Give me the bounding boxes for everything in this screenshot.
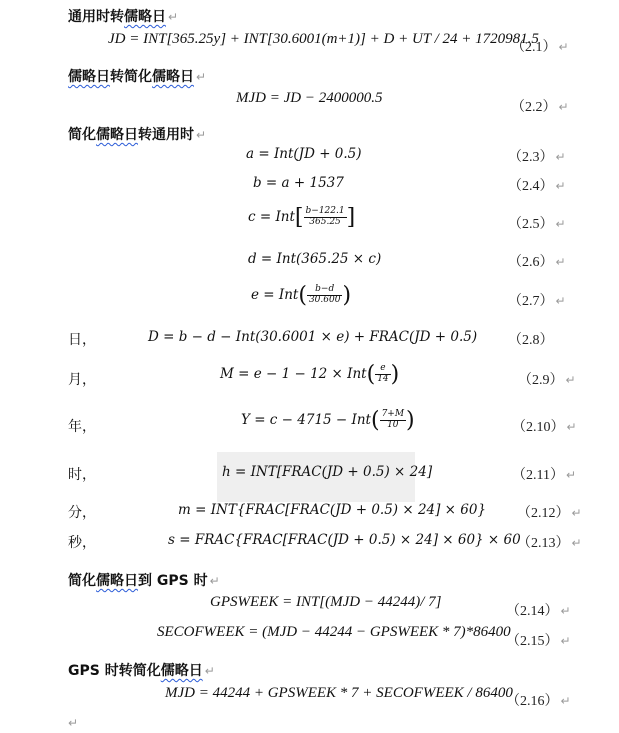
eq-number-2-2: （2.2） ↵ [511,100,569,115]
fraction: $\frac{b-122.1}{365.25}$ [305,206,345,227]
equation-2-4: b = a + 1537 [253,175,344,191]
eq-number-2-12: （2.12） ↵ [517,506,582,521]
paragraph-mark: ↵ [168,10,179,24]
label-minute: 分， [68,505,96,521]
eq-number-2-14: （2.14） ↵ [506,604,571,619]
equation-2-2: MJD = JD − 2400000.5 [236,90,383,106]
heading-mjd-to-gps: 简化儒略日到 GPS 时 ↵ [68,573,220,589]
heading-gps-to-mjd: GPS 时转简化儒略日 ↵ [68,663,215,679]
equation-2-6: d = Int(365.25 × c) [248,251,382,267]
eq-number-2-9: （2.9） ↵ [518,373,576,388]
equation-2-1: JD = INT[365.25y] + INT[30.6001(m+1)] + D + UT / 24 + 1720981.5 [108,31,539,47]
equation-2-10: Y = c − 4715 − Int( $\frac{7+M}{10}$ ) [241,408,415,433]
equation-2-14: GPSWEEK = INT[(MJD − 44244)/ 7] [210,594,442,610]
heading-link-jd: 儒略日 [124,9,166,25]
fraction: $\frac{7+M}{10}$ [381,409,405,430]
eq-number-2-10: （2.10） ↵ [512,420,577,435]
equation-2-12: m = INT{FRAC[FRAC(JD + 0.5) × 24] × 60} [178,502,487,518]
eq-number-2-6: （2.6） ↵ [508,255,566,270]
equation-2-8: D = b − d − Int(30.6001 × e) + FRAC(JD + 0.5) [148,329,478,345]
eq-number-2-3: （2.3） ↵ [508,150,566,165]
heading-mjd-to-utc: 简化儒略日转通用时 ↵ [68,127,207,143]
equation-2-15: SECOFWEEK = (MJD − 44244 − GPSWEEK * 7)*86400 [157,624,511,640]
label-year: 年， [68,419,96,435]
fraction: $\frac{b-d}{30.600}$ [308,284,341,305]
eq-number-2-16: （2.16） ↵ [506,694,571,709]
heading-jd-to-mjd: 儒略日转简化儒略日 ↵ [68,69,207,85]
equation-2-5: c = Int[ $\frac{b-122.1}{365.25}$ ] [248,205,356,230]
equation-2-13: s = FRAC{FRAC[FRAC(JD + 0.5) × 24] × 60} × 60 [168,532,521,548]
eq-number-2-4: （2.4） ↵ [508,179,566,194]
equation-2-3: a = Int(JD + 0.5) [246,146,362,162]
paragraph-mark-end: ↵ [68,716,79,730]
equation-2-9: M = e − 1 − 12 × Int( $\frac{e}{14}$ ) [220,362,400,387]
fraction: $\frac{e}{14}$ [377,363,389,384]
label-day: 日， [68,332,96,348]
eq-number-2-13: （2.13） ↵ [517,536,582,551]
eq-number-2-11: （2.11） ↵ [512,468,577,483]
eq-number-2-1: （2.1） ↵ [511,40,569,55]
label-month: 月， [68,372,96,388]
eq-number-2-5: （2.5） ↵ [508,217,566,232]
equation-2-16: MJD = 44244 + GPSWEEK * 7 + SECOFWEEK / 86400 [165,685,513,701]
eq-number-2-7: （2.7） ↵ [508,294,566,309]
equation-2-11: ℎ = INT[FRAC(JD + 0.5) × 24] [222,464,433,480]
label-hour: 时， [68,467,96,483]
equation-2-7: e = Int( $\frac{b-d}{30.600}$ ) [251,283,352,308]
heading-utc-to-jd: 通用时转儒略日 ↵ [68,9,179,25]
eq-number-2-15: （2.15） ↵ [506,634,571,649]
eq-number-2-8: （2.8） [508,333,554,348]
label-second: 秒， [68,535,96,551]
